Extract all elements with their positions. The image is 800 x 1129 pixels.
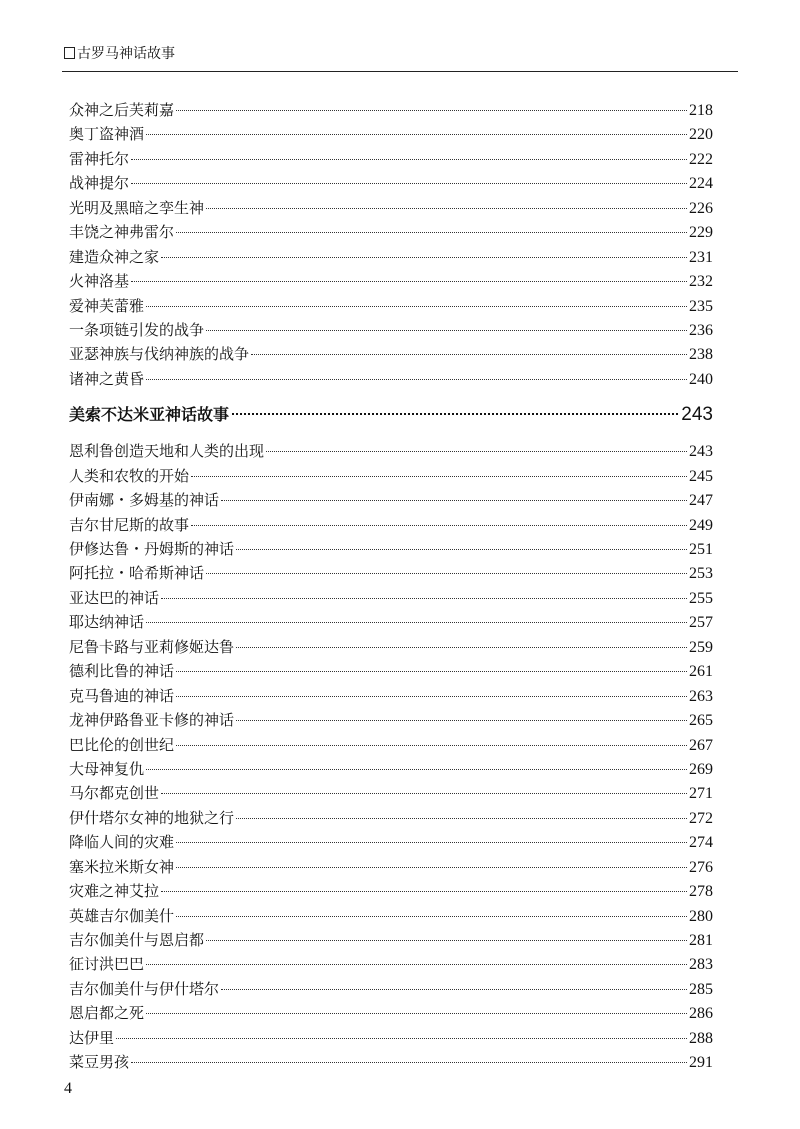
toc-entry[interactable]: [69, 781, 713, 805]
toc-entry-title: 丰饶之神弗雷尔: [69, 223, 175, 242]
dot-leader: [236, 719, 687, 721]
toc-entry-title: 尼鲁卡路与亚莉修姬达鲁: [69, 637, 235, 656]
dot-leader: [176, 231, 687, 233]
toc-entry-title: 伊南娜・多姆基的神话: [69, 491, 220, 510]
toc-entry[interactable]: [69, 1026, 713, 1050]
toc-entry[interactable]: [69, 977, 713, 1001]
toc-entry-title: 达伊里: [69, 1028, 115, 1047]
toc-entry-page: 232: [689, 273, 713, 291]
dot-leader: [206, 939, 687, 941]
table-of-contents: [69, 98, 713, 1075]
toc-entry-page: 249: [689, 516, 713, 534]
toc-entry-page: 247: [689, 492, 713, 510]
dot-leader: [191, 475, 687, 477]
toc-entry-title: 降临人间的灾难: [69, 833, 175, 852]
dot-leader: [146, 963, 687, 965]
dot-leader: [266, 450, 687, 452]
toc-entry-title: 马尔都克创世: [69, 784, 160, 803]
toc-entry-title: 吉尔伽美什与伊什塔尔: [69, 979, 220, 998]
dot-leader: [161, 792, 687, 794]
dot-leader: [236, 817, 687, 819]
toc-entry-page: 231: [689, 248, 713, 266]
toc-entry-title: 奥丁盗神酒: [69, 125, 145, 144]
running-title: 古罗马神话故事: [77, 46, 175, 62]
toc-entry[interactable]: [69, 757, 713, 781]
dot-leader: [131, 1061, 687, 1063]
toc-entry-title: 一条项链引发的战争: [69, 320, 205, 339]
section-page: 243: [681, 404, 713, 426]
dot-leader: [206, 207, 687, 209]
toc-entry[interactable]: [69, 537, 713, 561]
toc-entry-page: 240: [689, 370, 713, 388]
dot-leader: [131, 280, 687, 282]
toc-entry-title: 吉尔伽美什与恩启都: [69, 931, 205, 949]
dot-leader: [251, 353, 687, 355]
dot-leader: [232, 412, 678, 415]
header-rule: [62, 71, 738, 72]
dot-leader: [131, 182, 687, 184]
dot-leader: [146, 621, 687, 623]
toc-entry-title: 巴比伦的创世纪: [69, 735, 175, 754]
toc-group-2: [69, 439, 713, 1074]
toc-entry-title: 众神之后芙莉嘉: [69, 101, 175, 119]
dot-leader: [161, 597, 687, 599]
toc-entry-page: 238: [689, 346, 713, 364]
toc-entry[interactable]: [69, 586, 713, 610]
toc-entry-title: 英雄吉尔伽美什: [69, 906, 175, 925]
dot-leader: [146, 1012, 687, 1014]
toc-entry-page: 288: [689, 1029, 713, 1047]
toc-entry[interactable]: [69, 513, 713, 537]
dot-leader: [206, 329, 687, 331]
toc-entry-page: 257: [689, 614, 713, 632]
toc-entry-page: 276: [689, 858, 713, 876]
dot-leader: [176, 695, 687, 697]
toc-entry-page: 236: [689, 321, 713, 339]
dot-leader: [176, 744, 687, 746]
toc-entry[interactable]: [69, 294, 713, 318]
toc-entry[interactable]: [69, 1001, 713, 1025]
running-head: [64, 43, 175, 63]
toc-entry[interactable]: [69, 196, 713, 220]
toc-entry-title: 吉尔甘尼斯的故事: [69, 515, 190, 534]
toc-entry[interactable]: [69, 1050, 713, 1074]
dot-leader: [176, 915, 687, 917]
toc-entry-title: 伊什塔尔女神的地狱之行: [69, 808, 235, 827]
toc-entry[interactable]: [69, 684, 713, 708]
toc-entry-page: 263: [689, 687, 713, 705]
toc-entry-title: 龙神伊路鲁亚卡修的神话: [69, 711, 235, 730]
toc-entry[interactable]: [69, 464, 713, 488]
toc-entry-title: 建造众神之家: [69, 247, 160, 266]
toc-entry-title: 爱神芙蕾雅: [69, 296, 145, 315]
toc-entry-title: 恩启都之死: [69, 1004, 145, 1023]
dot-leader: [176, 866, 687, 868]
toc-entry-page: 245: [689, 467, 713, 485]
toc-entry[interactable]: [69, 659, 713, 683]
toc-entry-title: 恩利鲁创造天地和人类的出现: [69, 442, 265, 461]
toc-entry-page: 283: [689, 956, 713, 974]
toc-entry-page: 261: [689, 663, 713, 681]
toc-section-heading[interactable]: [69, 391, 713, 439]
dot-leader: [176, 109, 687, 111]
toc-entry-title: 德利比鲁的神话: [69, 662, 175, 681]
toc-entry-page: 285: [689, 980, 713, 998]
toc-entry[interactable]: [69, 830, 713, 854]
toc-entry-title: 诸神之黄昏: [69, 369, 145, 388]
dot-leader: [191, 524, 687, 526]
toc-entry-page: 222: [689, 150, 713, 168]
toc-entry-page: 267: [689, 736, 713, 754]
toc-entry[interactable]: [69, 147, 713, 171]
toc-entry[interactable]: [69, 342, 713, 366]
toc-entry[interactable]: [69, 122, 713, 146]
dot-leader: [176, 670, 687, 672]
toc-entry[interactable]: [69, 928, 713, 952]
page-number: 4: [64, 1080, 72, 1097]
toc-entry-title: 克马鲁迪的神话: [69, 686, 175, 705]
toc-entry-page: 259: [689, 638, 713, 656]
toc-entry-page: 235: [689, 297, 713, 315]
dot-leader: [161, 890, 687, 892]
toc-entry[interactable]: [69, 610, 713, 634]
toc-entry[interactable]: [69, 708, 713, 732]
toc-entry-title: 耶达纳神话: [69, 613, 145, 632]
toc-entry-title: 战神提尔: [69, 174, 130, 193]
toc-entry-title: 大母神复仇: [69, 759, 145, 778]
toc-entry[interactable]: [69, 98, 713, 122]
toc-group-1: [69, 98, 713, 391]
toc-entry[interactable]: [69, 488, 713, 512]
toc-entry-title: 塞米拉米斯女神: [69, 857, 175, 876]
toc-entry-page: 253: [689, 565, 713, 583]
toc-entry-title: 雷神托尔: [69, 149, 130, 168]
toc-entry-page: 280: [689, 907, 713, 925]
dot-leader: [116, 1037, 687, 1039]
toc-entry-title: 光明及黑暗之孪生神: [69, 198, 205, 217]
toc-entry-title: 征讨洪巴巴: [69, 955, 145, 974]
toc-entry-page: 220: [689, 126, 713, 144]
dot-leader: [236, 646, 687, 648]
dot-leader: [221, 499, 687, 501]
section-title: 美索不达米亚神话故事: [69, 405, 230, 425]
toc-entry-page: 272: [689, 809, 713, 827]
toc-entry-title: 人类和农牧的开始: [69, 466, 190, 485]
toc-entry[interactable]: [69, 171, 713, 195]
toc-entry-page: 278: [689, 883, 713, 901]
dot-leader: [176, 841, 687, 843]
toc-entry-page: 265: [689, 712, 713, 730]
toc-entry-title: 阿托拉・哈希斯神话: [69, 564, 205, 583]
toc-entry-page: 269: [689, 760, 713, 778]
toc-entry[interactable]: [69, 904, 713, 928]
toc-entry-page: 281: [689, 932, 713, 949]
toc-entry[interactable]: [69, 318, 713, 342]
toc-entry-page: 251: [689, 541, 713, 558]
toc-entry-page: 226: [689, 199, 713, 217]
toc-entry[interactable]: [69, 561, 713, 585]
toc-entry[interactable]: [69, 245, 713, 269]
toc-entry-page: 229: [689, 224, 713, 242]
toc-entry[interactable]: [69, 439, 713, 463]
toc-entry-title: 亚达巴的神话: [69, 588, 160, 607]
dot-leader: [236, 548, 687, 550]
dot-leader: [161, 256, 687, 258]
toc-entry[interactable]: [69, 806, 713, 830]
toc-entry-page: 224: [689, 175, 713, 193]
dot-leader: [146, 378, 687, 380]
toc-entry-title: 菜豆男孩: [69, 1053, 130, 1072]
dot-leader: [146, 768, 687, 770]
toc-entry[interactable]: [69, 879, 713, 903]
toc-entry-page: 243: [689, 443, 713, 461]
toc-entry-page: 291: [689, 1054, 713, 1072]
toc-entry-page: 271: [689, 785, 713, 803]
toc-entry-page: 286: [689, 1005, 713, 1023]
dot-leader: [131, 158, 687, 160]
dot-leader: [146, 133, 687, 135]
toc-entry[interactable]: [69, 220, 713, 244]
toc-entry-title: 火神洛基: [69, 272, 130, 291]
toc-entry[interactable]: [69, 855, 713, 879]
dot-leader: [146, 305, 687, 307]
dot-leader: [221, 988, 687, 990]
toc-entry[interactable]: [69, 269, 713, 293]
toc-entry[interactable]: [69, 367, 713, 391]
toc-entry-page: 255: [689, 589, 713, 607]
toc-entry-page: 218: [689, 102, 713, 119]
toc-entry-page: 274: [689, 834, 713, 852]
dot-leader: [206, 572, 687, 574]
toc-entry-title: 亚瑟神族与伐纳神族的战争: [69, 345, 250, 364]
toc-entry-title: 伊修达鲁・丹姆斯的神话: [69, 540, 235, 558]
toc-entry[interactable]: [69, 952, 713, 976]
toc-entry-title: 灾难之神艾拉: [69, 882, 160, 901]
square-bullet-icon: [64, 47, 75, 59]
toc-entry[interactable]: [69, 635, 713, 659]
toc-entry[interactable]: [69, 733, 713, 757]
